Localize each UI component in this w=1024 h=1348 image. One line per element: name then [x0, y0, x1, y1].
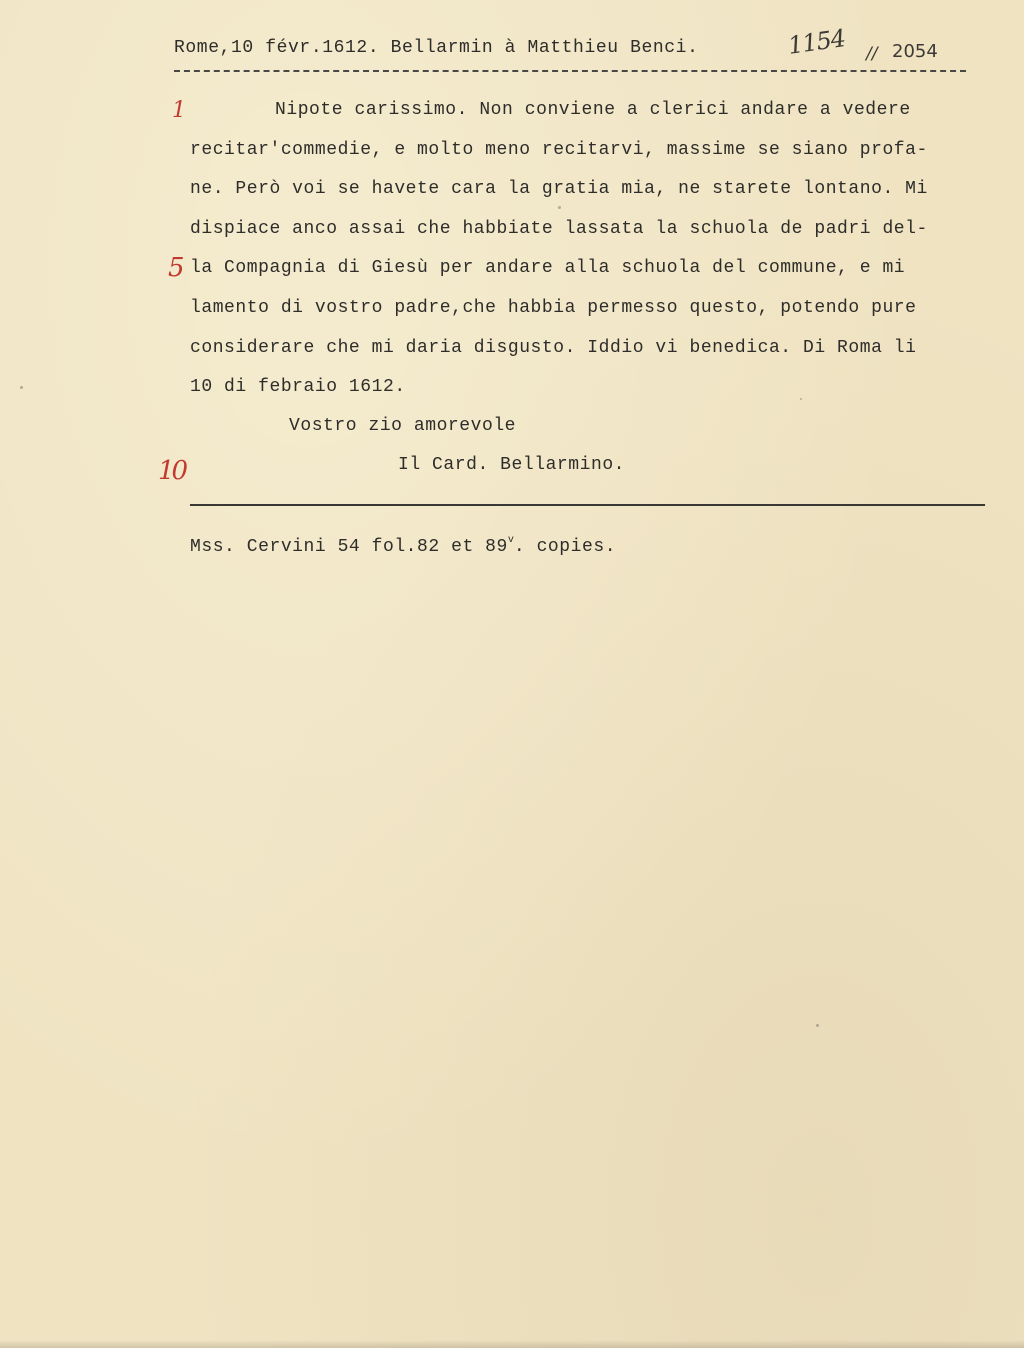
margin-number-1: 1 — [172, 98, 186, 123]
letter-line-8: 10 di febraio 1612. — [190, 377, 406, 397]
margin-number-5: 5 — [168, 253, 185, 283]
paper-speck — [558, 206, 561, 209]
header-dashed-rule — [174, 70, 966, 72]
source-citation — [190, 535, 616, 557]
letter-line-1: Nipote carissimo. Non conviene a clerici andare a vedere — [275, 100, 911, 120]
letter-line-2: recitar'commedie, e molto meno recitarvi, massime se siano profa- — [190, 140, 928, 160]
handwritten-number: 1154 — [786, 24, 847, 60]
letter-signature: Il Card. Bellarmino. — [398, 455, 626, 475]
letter-line-5: la Compagnia di Giesù per andare alla schuola del commune, e mi — [190, 258, 906, 278]
letter-closing: Vostro zio amorevole — [289, 416, 517, 436]
source-text: Mss. Cervini 54 fol.82 et 89 — [190, 537, 508, 557]
paper-speck — [816, 1024, 819, 1027]
page-bottom-edge — [0, 1340, 1024, 1348]
letter-line-7: considerare che mi daria disgusto. Iddio vi benedica. Di Roma li — [190, 338, 917, 358]
footer-rule — [190, 504, 985, 506]
source-suffix: . copies. — [513, 537, 617, 557]
source-superscript: v — [507, 535, 514, 546]
letter-line-6: lamento di vostro padre,che habbia permesso questo, potendo pure — [190, 298, 917, 318]
page-number: 2054 — [892, 41, 938, 62]
margin-number-10: 10 — [158, 456, 186, 486]
page-slashes: // — [866, 44, 878, 64]
paper-speck — [20, 386, 23, 389]
letter-line-4: dispiace anco assai che habbiate lassata la schuola de padri del- — [190, 219, 928, 239]
paper-speck — [800, 398, 802, 400]
document-header: Rome,10 févr.1612. Bellarmin à Matthieu Benci. — [174, 38, 699, 58]
letter-line-3: ne. Però voi se havete cara la gratia mia, ne starete lontano. Mi — [190, 179, 928, 199]
